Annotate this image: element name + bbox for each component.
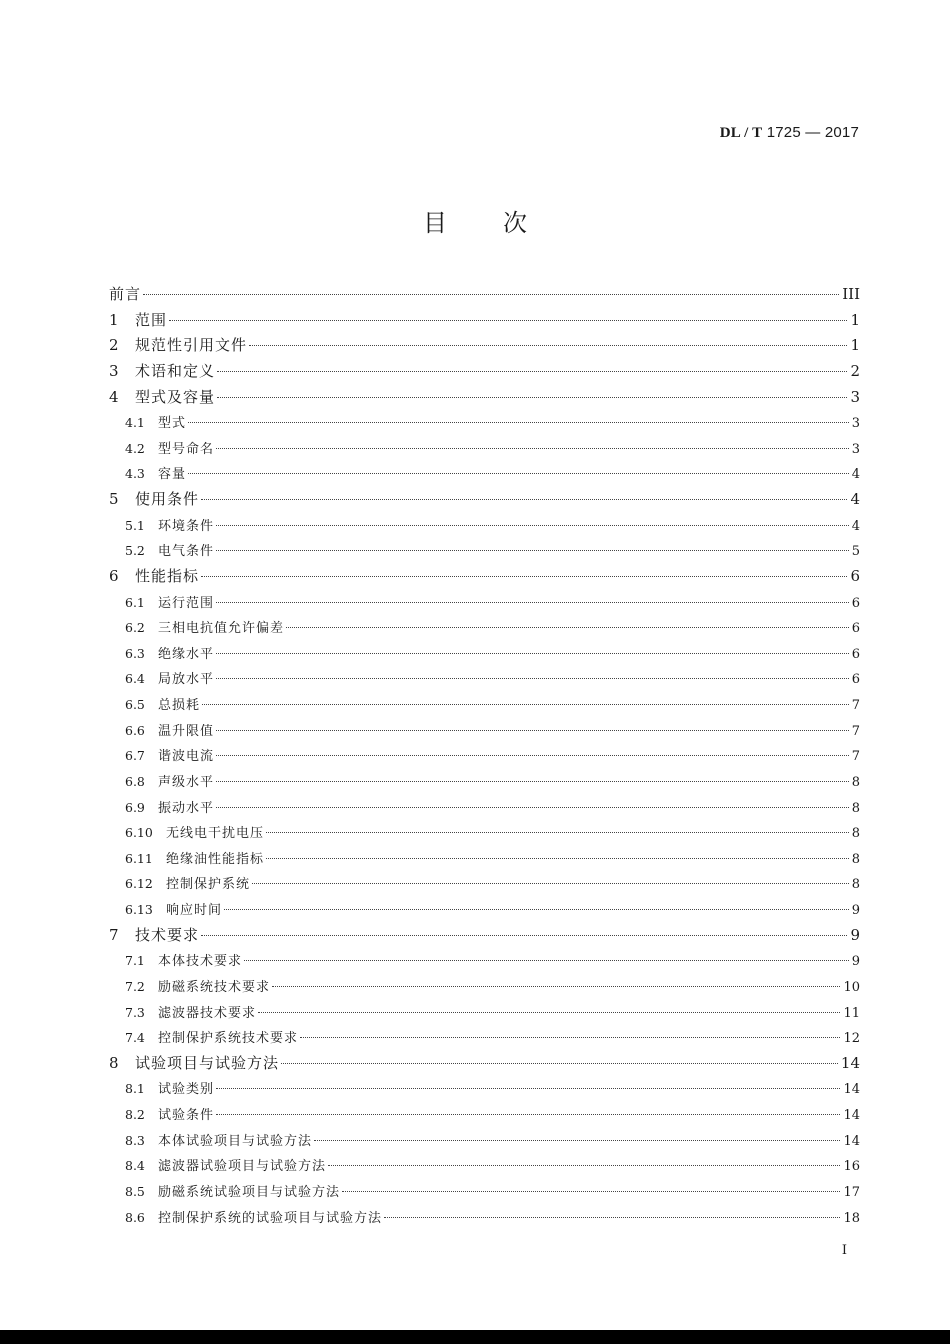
toc-entry-number: 8.3 xyxy=(125,1132,145,1148)
dot-leader xyxy=(216,602,849,603)
toc-entry[interactable] xyxy=(109,769,860,795)
dot-leader xyxy=(244,960,849,961)
toc-entry-number: 5.2 xyxy=(125,543,145,559)
toc-entry-title: 本体试验项目与试验方法 xyxy=(158,1133,313,1149)
toc-entry-number: 4 xyxy=(109,387,119,406)
toc-entry[interactable] xyxy=(109,820,860,846)
toc-entry-number: 6.13 xyxy=(125,902,153,917)
toc-entry-title: 电气条件 xyxy=(158,544,215,560)
toc-entry[interactable] xyxy=(109,871,860,897)
toc-entry-number: 8.4 xyxy=(125,1158,145,1174)
toc-entry-page: 14 xyxy=(843,1108,860,1123)
dot-leader xyxy=(188,473,849,474)
dot-leader xyxy=(169,320,847,321)
toc-entry[interactable] xyxy=(109,1000,860,1026)
toc-entry-title: 范围 xyxy=(135,310,168,329)
toc-entry-number: 8.1 xyxy=(125,1081,145,1097)
toc-entry-page: 7 xyxy=(851,723,860,739)
dot-leader xyxy=(201,935,847,936)
toc-entry-number: 6.8 xyxy=(125,773,145,789)
toc-entry-number: 4.2 xyxy=(125,440,145,456)
toc-entry-title: 性能指标 xyxy=(135,566,200,585)
toc-entry-page: 12 xyxy=(843,1031,860,1047)
toc-entry-page: 8 xyxy=(851,877,860,893)
toc-entry-page: 1 xyxy=(850,336,860,355)
toc-entry-title: 滤波器试验项目与试验方法 xyxy=(158,1159,327,1175)
toc-entry-number: 3 xyxy=(109,361,119,380)
dot-leader xyxy=(216,755,849,756)
table-of-contents xyxy=(109,282,860,1230)
toc-entry[interactable] xyxy=(109,410,860,436)
toc-entry-page: 9 xyxy=(850,925,860,944)
toc-entry-page: 6 xyxy=(850,566,860,585)
dot-leader xyxy=(143,294,839,295)
toc-entry[interactable] xyxy=(109,846,860,872)
bottom-border xyxy=(0,1330,950,1344)
toc-entry[interactable] xyxy=(109,692,860,718)
toc-entry[interactable] xyxy=(109,743,860,769)
toc-entry-page: 18 xyxy=(843,1210,860,1226)
dot-leader xyxy=(201,499,847,500)
toc-entry[interactable] xyxy=(109,948,860,974)
page-number: I xyxy=(841,1243,847,1258)
toc-entry-number: 6.5 xyxy=(125,697,145,712)
toc-entry-title: 前言 xyxy=(109,285,142,303)
toc-entry-title: 无线电干扰电压 xyxy=(166,826,265,842)
toc-entry-page: 8 xyxy=(851,826,860,842)
toc-entry-page: 5 xyxy=(851,544,860,560)
toc-entry-title: 环境条件 xyxy=(158,518,215,534)
toc-entry-page: 6 xyxy=(851,595,860,611)
toc-entry-number: 4.1 xyxy=(125,415,145,431)
dot-leader xyxy=(202,704,849,705)
toc-entry[interactable] xyxy=(109,487,860,513)
toc-entry-page: 6 xyxy=(851,646,860,662)
dot-leader xyxy=(217,371,847,372)
dot-leader xyxy=(216,1088,840,1089)
toc-entry[interactable] xyxy=(109,590,860,616)
dot-leader xyxy=(216,1114,840,1115)
toc-entry-page: 6 xyxy=(851,672,860,688)
toc-entry-page: 17 xyxy=(843,1184,860,1200)
toc-heading: 目次 xyxy=(423,209,583,237)
toc-entry-page: III xyxy=(842,285,860,303)
toc-entry[interactable] xyxy=(109,923,860,949)
toc-entry-title: 型式 xyxy=(158,416,187,432)
toc-entry-number: 6.9 xyxy=(125,799,145,815)
dot-leader xyxy=(201,576,847,577)
toc-entry[interactable] xyxy=(109,282,860,308)
toc-entry-title: 型式及容量 xyxy=(135,387,216,406)
toc-entry-title: 容量 xyxy=(158,467,187,483)
dot-leader xyxy=(216,807,849,808)
toc-entry-page: 4 xyxy=(851,518,860,534)
toc-entry-page: 14 xyxy=(843,1133,860,1149)
toc-entry-number: 7.3 xyxy=(125,1004,145,1020)
toc-entry[interactable] xyxy=(109,1051,860,1077)
toc-entry-title: 温升限值 xyxy=(158,723,215,739)
toc-entry-number: 5 xyxy=(109,490,119,508)
toc-entry-title: 使用条件 xyxy=(135,490,200,508)
dot-leader xyxy=(216,730,849,731)
toc-entry-page: 2 xyxy=(850,361,860,380)
toc-entry-number: 7.2 xyxy=(125,978,145,994)
toc-entry[interactable] xyxy=(109,1205,860,1231)
toc-entry-page: 16 xyxy=(843,1159,860,1175)
dot-leader xyxy=(266,832,849,833)
toc-entry-title: 型号命名 xyxy=(158,441,215,457)
toc-entry-title: 局放水平 xyxy=(158,672,215,688)
toc-entry-number: 6.3 xyxy=(125,645,145,661)
toc-entry-page: 6 xyxy=(851,621,860,637)
toc-entry-page: 7 xyxy=(851,749,860,765)
toc-entry[interactable] xyxy=(109,718,860,744)
dot-leader xyxy=(224,909,849,910)
toc-entry-number: 7 xyxy=(109,925,119,944)
toc-entry-number: 2 xyxy=(109,336,119,355)
toc-entry[interactable] xyxy=(109,513,860,539)
toc-entry[interactable] xyxy=(109,1025,860,1051)
toc-entry[interactable] xyxy=(109,564,860,590)
toc-entry-title: 绝缘油性能指标 xyxy=(166,851,265,867)
toc-entry[interactable] xyxy=(109,795,860,821)
dot-leader xyxy=(328,1165,840,1166)
toc-entry[interactable] xyxy=(109,641,860,667)
toc-entry-number: 8.6 xyxy=(125,1209,145,1225)
toc-entry-page: 4 xyxy=(851,467,860,483)
standard-code xyxy=(720,124,859,142)
toc-entry-title: 绝缘水平 xyxy=(158,646,215,662)
toc-entry-number: 6.1 xyxy=(125,594,145,610)
toc-entry-number: 6 xyxy=(109,566,119,585)
toc-entry[interactable] xyxy=(109,1153,860,1179)
toc-entry-title: 试验类别 xyxy=(158,1082,215,1098)
toc-entry-number: 8 xyxy=(109,1053,119,1072)
dot-leader xyxy=(384,1217,840,1218)
toc-entry-title: 滤波器技术要求 xyxy=(158,1005,257,1021)
toc-entry[interactable] xyxy=(109,1102,860,1128)
toc-entry-number: 8.5 xyxy=(125,1183,145,1199)
toc-entry[interactable] xyxy=(109,538,860,564)
dot-leader xyxy=(216,781,849,782)
toc-entry-page: 3 xyxy=(850,387,860,406)
toc-entry-page: 4 xyxy=(850,490,860,508)
toc-entry[interactable] xyxy=(109,897,860,923)
toc-entry-page: 8 xyxy=(851,851,860,867)
dot-leader xyxy=(258,1012,840,1013)
toc-entry-title: 规范性引用文件 xyxy=(135,336,248,355)
toc-entry[interactable] xyxy=(109,615,860,641)
dot-leader xyxy=(216,448,849,449)
toc-entry-title: 本体技术要求 xyxy=(158,954,243,970)
toc-entry[interactable] xyxy=(109,461,860,487)
toc-entry[interactable] xyxy=(109,308,860,334)
toc-entry-title: 总损耗 xyxy=(158,698,201,713)
toc-entry-number: 4.3 xyxy=(125,466,145,482)
standard-code-number: 1725 — 2017 xyxy=(762,124,859,141)
toc-entry-page: 3 xyxy=(851,441,860,457)
toc-entry[interactable] xyxy=(109,436,860,462)
toc-entry-page: 1 xyxy=(850,310,860,329)
toc-entry[interactable] xyxy=(109,666,860,692)
dot-leader xyxy=(286,627,849,628)
toc-entry-title: 技术要求 xyxy=(135,925,200,944)
dot-leader xyxy=(216,678,849,679)
toc-entry-title: 声级水平 xyxy=(158,774,215,790)
toc-entry-page: 7 xyxy=(851,698,860,713)
dot-leader xyxy=(300,1037,840,1038)
dot-leader xyxy=(216,550,849,551)
toc-entry[interactable] xyxy=(109,359,860,385)
toc-entry[interactable] xyxy=(109,385,860,411)
toc-entry-page: 14 xyxy=(843,1082,860,1098)
toc-entry-title: 三相电抗值允许偏差 xyxy=(158,621,285,637)
toc-entry-number: 8.2 xyxy=(125,1107,145,1122)
toc-entry-page: 10 xyxy=(843,979,860,995)
toc-entry-title: 振动水平 xyxy=(158,800,215,816)
toc-entry-title: 谐波电流 xyxy=(158,749,215,765)
toc-entry-title: 励磁系统技术要求 xyxy=(158,979,271,995)
toc-entry-title: 响应时间 xyxy=(166,903,223,918)
toc-entry-page: 9 xyxy=(851,954,860,970)
standard-code-prefix: DL / T xyxy=(719,125,763,141)
toc-entry[interactable] xyxy=(109,333,860,359)
dot-leader xyxy=(188,422,849,423)
dot-leader xyxy=(252,883,849,884)
toc-entry-title: 试验条件 xyxy=(158,1108,215,1123)
dot-leader xyxy=(216,653,849,654)
dot-leader xyxy=(249,345,847,346)
dot-leader xyxy=(314,1140,840,1141)
toc-entry-title: 运行范围 xyxy=(158,595,215,611)
toc-entry-page: 3 xyxy=(851,416,860,432)
dot-leader xyxy=(266,858,849,859)
toc-entry-title: 术语和定义 xyxy=(135,361,216,380)
toc-entry[interactable] xyxy=(109,974,860,1000)
toc-entry-number: 5.1 xyxy=(125,517,145,533)
toc-entry-number: 6.10 xyxy=(125,825,153,841)
toc-entry[interactable] xyxy=(109,1179,860,1205)
toc-entry-page: 14 xyxy=(840,1053,860,1072)
dot-leader xyxy=(216,525,849,526)
toc-entry-title: 励磁系统试验项目与试验方法 xyxy=(158,1184,341,1200)
toc-entry-number: 7.1 xyxy=(125,953,145,969)
toc-entry-title: 控制保护系统 xyxy=(166,877,251,893)
dot-leader xyxy=(217,397,847,398)
toc-entry[interactable] xyxy=(109,1128,860,1154)
toc-entry-number: 7.4 xyxy=(125,1030,145,1046)
toc-entry-number: 6.7 xyxy=(125,748,145,764)
toc-entry-page: 8 xyxy=(851,774,860,790)
toc-entry-number: 6.6 xyxy=(125,722,145,738)
toc-entry-title: 控制保护系统技术要求 xyxy=(158,1031,299,1047)
toc-entry-title: 控制保护系统的试验项目与试验方法 xyxy=(158,1210,383,1226)
toc-entry[interactable] xyxy=(109,1076,860,1102)
dot-leader xyxy=(272,986,840,987)
toc-entry-page: 8 xyxy=(851,800,860,816)
toc-entry-page: 9 xyxy=(851,903,860,918)
toc-entry-title: 试验项目与试验方法 xyxy=(135,1053,280,1072)
toc-entry-page: 11 xyxy=(843,1005,860,1021)
dot-leader xyxy=(342,1191,840,1192)
toc-entry-number: 6.4 xyxy=(125,671,145,687)
toc-entry-number: 6.11 xyxy=(125,850,153,866)
toc-entry-number: 1 xyxy=(109,310,119,329)
toc-entry-number: 6.2 xyxy=(125,620,145,636)
dot-leader xyxy=(281,1063,838,1064)
toc-entry-number: 6.12 xyxy=(125,876,153,892)
